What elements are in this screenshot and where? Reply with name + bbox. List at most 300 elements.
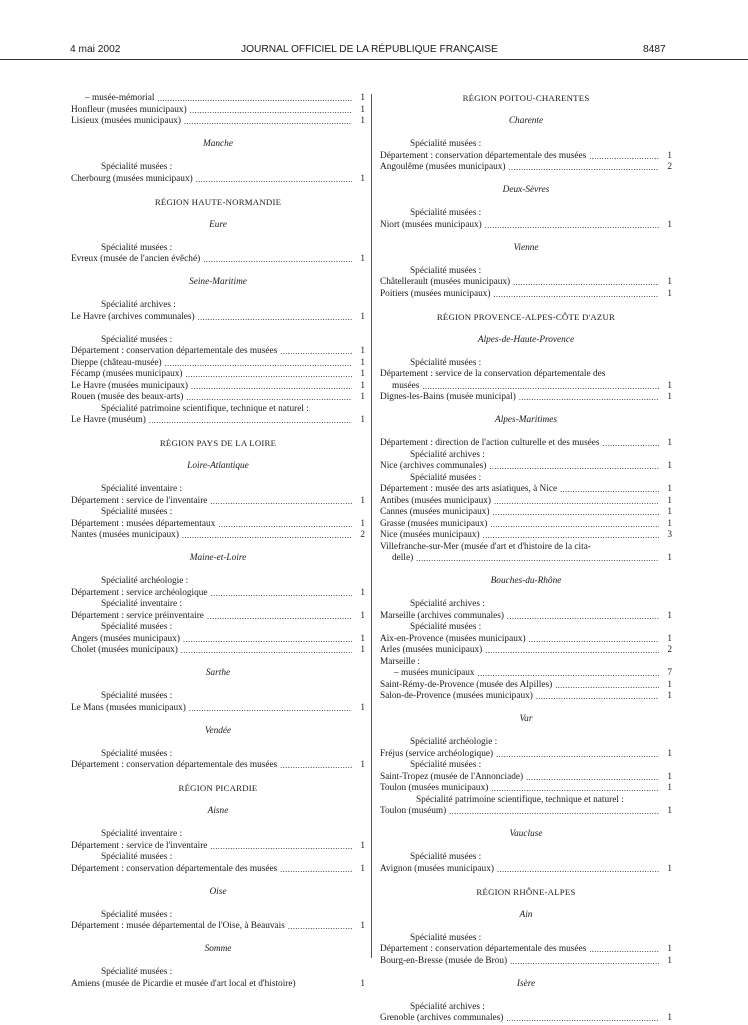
list-entry bbox=[71, 358, 365, 370]
list-entry bbox=[380, 496, 672, 508]
entry-count: 1 bbox=[360, 863, 365, 874]
entry-count: 1 bbox=[360, 104, 365, 115]
department-heading: Alpes-Maritimes bbox=[495, 415, 557, 425]
entry-count: 1 bbox=[667, 219, 672, 230]
entry-count: 1 bbox=[360, 587, 365, 598]
leader-dots bbox=[181, 645, 352, 657]
entry-label: Grenoble (archives communales) bbox=[380, 1013, 504, 1023]
spacer bbox=[380, 128, 672, 140]
leader-dots bbox=[203, 254, 352, 266]
entry-count: 1 bbox=[360, 254, 365, 264]
spacer bbox=[380, 404, 672, 416]
entry-text: Villefranche-sur-Mer (musée d'art et d'histoire de la cita- bbox=[380, 541, 591, 552]
leader-dots bbox=[186, 392, 352, 404]
spacer bbox=[380, 231, 672, 243]
entry-label: Le Havre (archives communales) bbox=[71, 311, 195, 322]
region-heading: RÉGION PICARDIE bbox=[178, 783, 258, 793]
department-heading: Ain bbox=[519, 909, 533, 920]
list-entry bbox=[380, 484, 672, 496]
spacer bbox=[71, 818, 365, 830]
entry-count: 1 bbox=[667, 610, 672, 621]
spacer bbox=[71, 795, 365, 807]
entry-label: Département : service de l'inventaire bbox=[71, 495, 208, 506]
entry-text: Département : service de la conservation départementale des bbox=[380, 369, 606, 379]
spacer bbox=[71, 208, 365, 220]
leader-dots bbox=[210, 496, 352, 508]
entry-label: – musée-mémorial bbox=[85, 93, 155, 103]
department-heading: Oise bbox=[209, 886, 227, 897]
spacer bbox=[380, 174, 672, 186]
spacer bbox=[71, 772, 365, 784]
header-title: JOURNAL OFFICIEL DE LA RÉPUBLIQUE FRANÇAISE bbox=[241, 44, 498, 55]
spacer bbox=[380, 300, 672, 312]
list-entry bbox=[380, 151, 672, 163]
entry-label: Saint-Tropez (musée de l'Annonciade) bbox=[380, 771, 524, 782]
specialty-label: Spécialité archéologie : bbox=[410, 737, 498, 747]
leader-dots bbox=[489, 461, 659, 473]
list-entry bbox=[380, 289, 672, 301]
department-heading: Eure bbox=[209, 219, 227, 230]
list-entry bbox=[71, 392, 365, 404]
list-entry bbox=[71, 105, 365, 117]
department-heading: Vendée bbox=[204, 725, 232, 736]
list-entry bbox=[380, 220, 672, 232]
entry-label: Département : conservation départementale des musées bbox=[71, 863, 278, 874]
leader-dots bbox=[485, 220, 659, 232]
list-entry bbox=[71, 645, 365, 657]
entry-count: 1 bbox=[667, 495, 672, 506]
spacer bbox=[71, 737, 365, 749]
entry-label: Niort (musées municipaux) bbox=[380, 219, 482, 230]
entry-label: Le Havre (muséum) bbox=[71, 415, 146, 425]
entry-label: Grasse (musées municipaux) bbox=[380, 518, 488, 529]
entry-label: Amiens (musée de Picardie et musée d'art local et d'histoire) bbox=[71, 978, 296, 989]
entry-label: Nice (archives communales) bbox=[380, 461, 487, 471]
leader-dots bbox=[506, 1013, 659, 1025]
spacer bbox=[380, 726, 672, 738]
entry-count: 1 bbox=[360, 921, 365, 931]
department-heading: Vienne bbox=[513, 242, 539, 253]
spacer bbox=[71, 450, 365, 462]
entry-count: 2 bbox=[360, 530, 365, 540]
department-heading: Somme bbox=[204, 944, 232, 954]
entry-count: 1 bbox=[360, 645, 365, 655]
leader-dots bbox=[157, 93, 352, 105]
entry-count: 1 bbox=[360, 357, 365, 368]
list-entry bbox=[71, 369, 365, 381]
entry-count: 1 bbox=[667, 392, 672, 402]
leader-dots bbox=[149, 415, 352, 427]
leader-dots bbox=[186, 369, 352, 381]
list-entry bbox=[380, 691, 672, 703]
spacer bbox=[71, 714, 365, 726]
entry-count: 1 bbox=[667, 944, 672, 954]
list-entry bbox=[380, 519, 672, 531]
spacer bbox=[71, 323, 365, 335]
leader-dots bbox=[490, 519, 659, 531]
entry-label: Poitiers (musées municipaux) bbox=[380, 288, 491, 299]
header-page-number: 8487 bbox=[643, 44, 666, 55]
column-divider bbox=[371, 94, 372, 958]
header-date: 4 mai 2002 bbox=[70, 44, 121, 55]
leader-dots bbox=[478, 668, 659, 680]
entry-label: Département : conservation départementale des musées bbox=[71, 760, 278, 770]
entry-count: 1 bbox=[667, 1013, 672, 1023]
spacer bbox=[71, 231, 365, 243]
spacer bbox=[380, 427, 672, 439]
specialty-label: Spécialité inventaire : bbox=[101, 829, 183, 839]
list-entry bbox=[71, 841, 365, 853]
list-entry bbox=[71, 588, 365, 600]
specialty-label: Spécialité musées : bbox=[101, 967, 173, 977]
entry-label: Cannes (musées municipaux) bbox=[380, 507, 490, 517]
list-entry bbox=[380, 162, 672, 174]
entry-label: Angoulême (musées municipaux) bbox=[380, 162, 506, 172]
leader-dots bbox=[513, 277, 659, 289]
leader-dots bbox=[507, 611, 659, 623]
department-heading: Loire-Atlantique bbox=[187, 461, 249, 471]
leader-dots bbox=[555, 680, 659, 692]
specialty-label: Spécialité archives : bbox=[410, 449, 485, 460]
entry-count: 1 bbox=[360, 392, 365, 402]
specialty-label: Spécialité archéologie : bbox=[101, 576, 189, 586]
entry-label: Département : conservation départementale des musées bbox=[380, 944, 587, 954]
spacer bbox=[380, 323, 672, 335]
entry-count: 1 bbox=[360, 380, 365, 391]
entry-count: 1 bbox=[360, 760, 365, 770]
department-heading: Vaucluse bbox=[509, 829, 543, 839]
entry-label: Aix-en-Provence (musées municipaux) bbox=[380, 633, 526, 644]
list-entry bbox=[71, 921, 365, 933]
region-heading: RÉGION POITOU-CHARENTES bbox=[462, 93, 590, 103]
leader-dots bbox=[603, 438, 659, 450]
spacer bbox=[71, 266, 365, 278]
spacer bbox=[71, 128, 365, 140]
specialty-label: Spécialité patrimoine scientifique, technique et naturel : bbox=[101, 403, 309, 414]
entry-count: 1 bbox=[667, 955, 672, 966]
list-entry bbox=[380, 381, 672, 393]
entry-label: Angers (musées municipaux) bbox=[71, 633, 180, 644]
list-entry bbox=[380, 611, 672, 623]
leader-dots bbox=[218, 519, 352, 531]
specialty-label: Spécialité musées : bbox=[101, 852, 173, 862]
spacer bbox=[71, 289, 365, 301]
list-entry bbox=[71, 979, 365, 991]
leader-dots bbox=[210, 841, 352, 853]
list-entry bbox=[380, 668, 672, 680]
entry-count: 1 bbox=[360, 840, 365, 851]
department-heading: Var bbox=[519, 714, 533, 724]
list-entry bbox=[71, 864, 365, 876]
list-entry bbox=[380, 749, 672, 761]
specialty-label: Spécialité musées : bbox=[410, 852, 482, 862]
list-entry bbox=[71, 381, 365, 393]
specialty-label: Spécialité archives : bbox=[410, 1001, 485, 1012]
leader-dots bbox=[280, 346, 352, 358]
region-heading: RÉGION RHÔNE-ALPES bbox=[476, 886, 576, 897]
list-entry bbox=[380, 392, 672, 404]
entry-label: Arles (musées municipaux) bbox=[380, 645, 483, 655]
entry-count: 1 bbox=[360, 633, 365, 644]
list-entry bbox=[380, 806, 672, 818]
specialty-label: Spécialité musées : bbox=[410, 622, 482, 632]
entry-count: 1 bbox=[667, 679, 672, 690]
entry-count: 1 bbox=[667, 277, 672, 287]
spacer bbox=[380, 921, 672, 933]
spacer bbox=[380, 588, 672, 600]
entry-label: Département : service archéologique bbox=[71, 587, 208, 598]
spacer bbox=[71, 956, 365, 968]
spacer bbox=[380, 875, 672, 887]
entry-label: Saint-Rémy-de-Provence (musée des Alpilles) bbox=[380, 679, 553, 690]
list-entry bbox=[380, 680, 672, 692]
leader-dots bbox=[449, 806, 659, 818]
header-rule bbox=[0, 59, 748, 60]
entry-label: Département : conservation départementale des musées bbox=[71, 346, 278, 356]
leader-dots bbox=[526, 772, 659, 784]
specialty-label: Spécialité musées : bbox=[101, 691, 173, 701]
spacer bbox=[380, 818, 672, 830]
leader-dots bbox=[508, 162, 659, 174]
list-entry bbox=[380, 645, 672, 657]
entry-label: delle) bbox=[392, 553, 414, 563]
spacer bbox=[71, 151, 365, 163]
spacer bbox=[71, 898, 365, 910]
list-entry bbox=[380, 634, 672, 646]
leader-dots bbox=[485, 645, 659, 657]
leader-dots bbox=[536, 691, 659, 703]
list-entry bbox=[71, 703, 365, 715]
entry-label: Lisieux (musées municipaux) bbox=[71, 116, 181, 126]
entry-label: Le Mans (musées municipaux) bbox=[71, 702, 186, 713]
leader-dots bbox=[422, 381, 659, 393]
leader-dots bbox=[190, 105, 352, 117]
entry-count: 1 bbox=[667, 518, 672, 529]
list-entry bbox=[71, 611, 365, 623]
entry-label: Antibes (musées municipaux) bbox=[380, 495, 492, 506]
list-entry bbox=[380, 783, 672, 795]
list-entry bbox=[71, 519, 365, 531]
list-entry bbox=[71, 174, 365, 186]
entry-count: 1 bbox=[667, 806, 672, 816]
list-entry bbox=[71, 254, 365, 266]
specialty-label: Spécialité archives : bbox=[410, 599, 485, 609]
specialty-label: Spécialité musées : bbox=[410, 265, 482, 276]
spacer bbox=[380, 841, 672, 853]
leader-dots bbox=[416, 553, 659, 565]
leader-dots bbox=[198, 312, 352, 324]
left-column bbox=[71, 93, 365, 990]
list-entry bbox=[380, 956, 672, 968]
department-heading: Aisne bbox=[207, 806, 229, 816]
entry-label: Département : service de l'inventaire bbox=[71, 840, 208, 851]
entry-count: 1 bbox=[360, 93, 365, 103]
department-heading: Deux-Sèvres bbox=[502, 185, 550, 195]
leader-dots bbox=[189, 703, 352, 715]
leader-dots bbox=[497, 864, 659, 876]
entry-count: 1 bbox=[360, 346, 365, 356]
specialty-label: Spécialité musées : bbox=[410, 472, 482, 483]
entry-count: 2 bbox=[667, 162, 672, 172]
list-entry bbox=[380, 772, 672, 784]
leader-dots bbox=[491, 783, 659, 795]
leader-dots bbox=[280, 760, 352, 772]
entry-label: Cherbourg (musées municipaux) bbox=[71, 173, 193, 184]
specialty-label: Spécialité musées : bbox=[410, 760, 482, 770]
leader-dots bbox=[519, 392, 659, 404]
entry-count: 1 bbox=[667, 438, 672, 448]
leader-dots bbox=[589, 944, 659, 956]
spacer bbox=[380, 990, 672, 1002]
leader-dots bbox=[560, 484, 659, 496]
entry-count: 1 bbox=[360, 495, 365, 506]
list-entry bbox=[380, 277, 672, 289]
leader-dots bbox=[182, 530, 352, 542]
leader-dots bbox=[496, 749, 659, 761]
spacer bbox=[71, 875, 365, 887]
entry-label: Rouen (musée des beaux-arts) bbox=[71, 392, 184, 402]
entry-count: 1 bbox=[360, 702, 365, 713]
list-entry bbox=[71, 312, 365, 324]
spacer bbox=[71, 185, 365, 197]
specialty-label: Spécialité musées : bbox=[101, 622, 173, 632]
entry-label: Département : musée départemental de l'Oise, à Beauvais bbox=[71, 921, 285, 931]
entry-label: musées bbox=[392, 380, 420, 391]
leader-dots bbox=[165, 358, 352, 370]
department-heading: Maine-et-Loire bbox=[189, 553, 247, 563]
list-entry bbox=[380, 438, 672, 450]
spacer bbox=[380, 254, 672, 266]
department-heading: Seine-Maritime bbox=[189, 277, 247, 287]
list-entry bbox=[71, 116, 365, 128]
department-heading: Manche bbox=[203, 139, 233, 149]
entry-label: – musées municipaux bbox=[394, 668, 475, 678]
spacer bbox=[71, 473, 365, 485]
entry-label: Salon-de-Provence (musées municipaux) bbox=[380, 691, 533, 701]
specialty-label: Spécialité musées : bbox=[410, 139, 482, 149]
region-heading: RÉGION PROVENCE-ALPES-CÔTE D'AZUR bbox=[436, 311, 616, 322]
specialty-label: Spécialité musées : bbox=[101, 909, 173, 920]
entry-label: Fréjus (service archéologique) bbox=[380, 748, 494, 759]
entry-text: Marseille : bbox=[380, 656, 421, 667]
spacer bbox=[380, 197, 672, 209]
department-heading: Sarthe bbox=[205, 668, 231, 678]
entry-label: Toulon (muséum) bbox=[380, 806, 447, 816]
entry-count: 1 bbox=[360, 369, 365, 379]
entry-count: 1 bbox=[667, 633, 672, 644]
specialty-label: Spécialité inventaire : bbox=[101, 484, 183, 494]
leader-dots bbox=[494, 496, 659, 508]
specialty-label: Spécialité musées : bbox=[410, 932, 482, 943]
list-entry bbox=[71, 760, 365, 772]
department-heading: Bouches-du-Rhône bbox=[490, 576, 562, 586]
entry-count: 1 bbox=[667, 507, 672, 517]
list-entry bbox=[71, 634, 365, 646]
entry-label: Bourg-en-Bresse (musée de Brou) bbox=[380, 955, 508, 966]
list-entry bbox=[380, 553, 672, 565]
leader-dots bbox=[589, 151, 659, 163]
spacer bbox=[380, 703, 672, 715]
entry-count: 7 bbox=[667, 668, 672, 678]
entry-label: Toulon (musées municipaux) bbox=[380, 783, 489, 793]
list-entry bbox=[71, 530, 365, 542]
leader-dots bbox=[492, 507, 659, 519]
specialty-label: Spécialité musées : bbox=[410, 208, 482, 218]
region-heading: RÉGION PAYS DE LA LOIRE bbox=[159, 438, 277, 448]
leader-dots bbox=[494, 289, 659, 301]
entry-count: 1 bbox=[360, 173, 365, 184]
list-entry bbox=[71, 93, 365, 105]
entry-label: Nice (musées municipaux) bbox=[380, 530, 480, 540]
entry-label: Nantes (musées municipaux) bbox=[71, 530, 179, 540]
leader-dots bbox=[510, 956, 659, 968]
entry-label: Département : service préinventaire bbox=[71, 610, 204, 621]
region-heading: RÉGION HAUTE-NORMANDIE bbox=[154, 196, 282, 207]
entry-count: 1 bbox=[667, 863, 672, 874]
entry-label: Département : direction de l'action culturelle et des musées bbox=[380, 438, 600, 448]
leader-dots bbox=[184, 116, 352, 128]
list-entry bbox=[71, 496, 365, 508]
leader-dots bbox=[280, 864, 352, 876]
leader-dots bbox=[483, 530, 659, 542]
entry-count: 1 bbox=[360, 116, 365, 126]
specialty-label: Spécialité musées : bbox=[101, 748, 173, 759]
spacer bbox=[71, 427, 365, 439]
list-entry bbox=[380, 530, 672, 542]
entry-count: 1 bbox=[667, 553, 672, 563]
list-entry bbox=[380, 461, 672, 473]
entry-label: Honfleur (musées municipaux) bbox=[71, 104, 187, 115]
entry-label: Cholet (musées municipaux) bbox=[71, 645, 178, 655]
entry-label: Fécamp (musées municipaux) bbox=[71, 369, 183, 379]
spacer bbox=[71, 933, 365, 945]
entry-count: 1 bbox=[360, 415, 365, 425]
entry-count: 1 bbox=[667, 380, 672, 391]
spacer bbox=[380, 898, 672, 910]
spacer bbox=[380, 565, 672, 577]
specialty-label: Spécialité musées : bbox=[101, 507, 173, 517]
entry-label: Département : musées départementaux bbox=[71, 518, 216, 529]
specialty-label: Spécialité musées : bbox=[410, 357, 482, 368]
entry-count: 1 bbox=[360, 978, 365, 989]
specialty-label: Spécialité inventaire : bbox=[101, 599, 183, 609]
entry-count: 1 bbox=[360, 311, 365, 322]
department-heading: Alpes-de-Haute-Provence bbox=[477, 334, 575, 345]
spacer bbox=[380, 346, 672, 358]
leader-dots bbox=[211, 588, 352, 600]
entry-count: 3 bbox=[667, 530, 672, 540]
entry-count: 1 bbox=[667, 150, 672, 161]
spacer bbox=[380, 105, 672, 117]
spacer bbox=[71, 657, 365, 669]
list-entry bbox=[380, 864, 672, 876]
leader-dots bbox=[191, 381, 352, 393]
spacer bbox=[71, 542, 365, 554]
entry-label: Avignon (musées municipaux) bbox=[380, 863, 494, 874]
right-column bbox=[380, 93, 672, 1025]
leader-dots bbox=[207, 611, 352, 623]
list-entry bbox=[71, 415, 365, 427]
leader-dots bbox=[529, 634, 659, 646]
entry-count: 1 bbox=[360, 610, 365, 621]
specialty-label: Spécialité musées : bbox=[101, 334, 173, 345]
leader-dots bbox=[288, 921, 352, 933]
entry-label: Dieppe (château-musée) bbox=[71, 357, 162, 368]
entry-count: 1 bbox=[667, 783, 672, 793]
entry-label: Marseille (archives communales) bbox=[380, 610, 504, 621]
entry-count: 1 bbox=[667, 484, 672, 494]
spacer bbox=[380, 967, 672, 979]
